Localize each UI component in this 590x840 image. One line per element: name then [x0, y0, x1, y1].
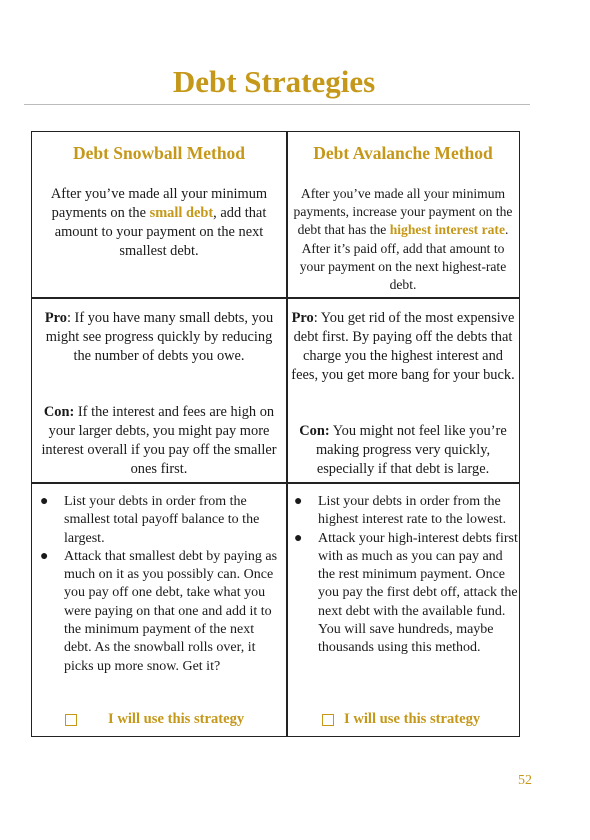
bullet-icon: ● — [294, 530, 303, 546]
avalanche-desc-highlight: highest interest rate — [389, 222, 505, 238]
list-item — [34, 493, 278, 548]
bullet-icon: ● — [40, 494, 49, 509]
list-item — [288, 530, 518, 658]
row-divider-2 — [32, 482, 519, 484]
snowball-steps — [34, 493, 278, 676]
snowball-strategy-checkbox[interactable] — [65, 711, 244, 728]
checkbox-icon[interactable] — [65, 714, 77, 726]
bullet-icon: ● — [294, 494, 303, 509]
avalanche-con-text: You might not feel like you’re making progress very quickly, especially if that debt is large. — [315, 423, 507, 477]
snowball-pro-label: Pro — [44, 310, 67, 326]
snowball-con-text: If the interest and fees are high on your larger debts, you might pay more interest overall if you pay off the smaller ones first. — [41, 404, 277, 477]
row-divider-1 — [32, 297, 519, 299]
avalanche-pro-text: : You get rid of the most expensive debt first. By paying off the debts that charge you the highest interest and fees, you get more bang for your buck. — [291, 310, 515, 383]
title-divider — [24, 104, 530, 105]
avalanche-pro — [289, 309, 517, 385]
avalanche-con — [289, 422, 517, 479]
avalanche-heading: Debt Avalanche Method — [313, 143, 493, 163]
snowball-step-2: Attack that smallest debt by paying as much on it as you possibly can. Once you pay off one debt, take what you were paying on that one and add it to the minimum payment of the next debt. As the snowball rolls over, it picks up more snow. Get it? — [64, 548, 278, 674]
snowball-heading: Debt Snowball Method — [72, 143, 246, 163]
snowball-desc-text: After you’ve made all your minimum payments on the — [50, 186, 268, 221]
avalanche-description — [289, 185, 517, 294]
avalanche-checkbox-label: I will use this strategy — [344, 711, 481, 727]
snowball-pro-text: : If you have many small debts, you might see progress quickly by reducing the number of debts you owe. — [45, 310, 274, 364]
avalanche-step-2: Attack your high-interest debts first with as much as you can pay and the rest minimum payment. Once you pay the first debt off, attack the next debt with the available fund. You will save hundreds, maybe thousands using this method. — [318, 530, 518, 656]
snowball-con — [35, 403, 283, 479]
snowball-checkbox-label: I will use this strategy — [108, 711, 245, 727]
snowball-step-1: List your debts in order from the smallest total payoff balance to the largest. — [64, 494, 260, 546]
snowball-con-label: Con: — [43, 404, 75, 420]
snowball-description — [35, 185, 283, 261]
bullet-icon: ● — [40, 548, 49, 564]
list-item — [34, 548, 278, 676]
page-number: 52 — [518, 773, 532, 788]
avalanche-step-1: List your debts in order from the highest interest rate to the lowest. — [318, 494, 507, 528]
avalanche-con-label: Con: — [299, 423, 330, 439]
strategy-table — [31, 131, 520, 737]
list-item — [288, 493, 518, 530]
checkbox-icon[interactable] — [322, 714, 334, 726]
snowball-desc-highlight: small debt — [149, 205, 214, 221]
avalanche-desc-text: After you’ve made all your minimum payments, increase your payment on the debt that has the — [293, 186, 513, 238]
snowball-pro — [35, 309, 283, 366]
avalanche-desc-text-end: . After it’s paid off, add that amount to your payment on the next highest-rate debt. — [299, 222, 509, 293]
avalanche-strategy-checkbox[interactable] — [322, 711, 480, 728]
avalanche-steps — [288, 493, 518, 658]
avalanche-pro-label: Pro — [291, 310, 314, 326]
page-title: Debt Strategies — [172, 64, 376, 99]
snowball-desc-text-end: , add that amount to your payment on the next smallest debt. — [54, 205, 267, 259]
